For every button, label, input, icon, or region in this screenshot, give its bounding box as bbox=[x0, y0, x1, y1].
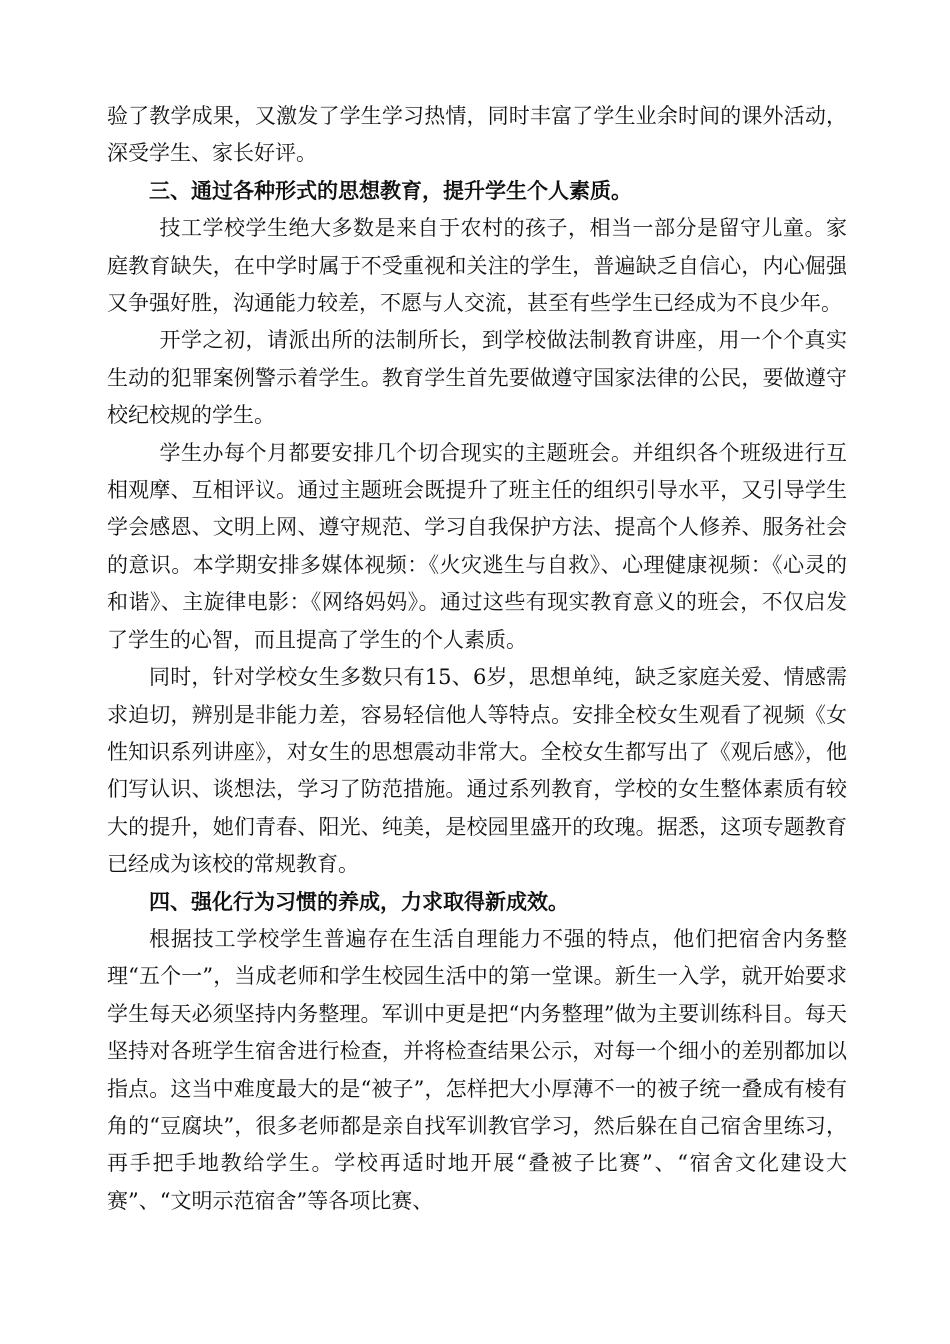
paragraph-student-background: 技工学校学生绝大多数是来自于农村的孩子，相当一部分是留守儿童。家庭教育缺失，在中学时属于不受重视和关注的学生，普遍缺乏自信心，内心倔强又争强好胜，沟通能力较差，不愿与人交流，甚至有些学生已经成为不良少年。 bbox=[107, 216, 847, 316]
section-heading-3: 三、通过各种形式的思想教育，提升学生个人素质。 bbox=[149, 178, 632, 203]
paragraph-theme-class-meetings: 学生办每个月都要安排几个切合现实的主题班会。并组织各个班级进行互相观摩、互相评议。通过主题班会既提升了班主任的组织引导水平，又引导学生学会感恩、文明上网、遵守规范、学习自我保护方法、提高个人修养、服务社会的意识。本学期安排多媒体视频：《火灾逃生与自救》、心理健康视频：《心灵的和谐》、主旋律电影：《网络妈妈》。通过这些有现实教育意义的班会，不仅启发了学生的心智，而且提高了学生的个人素质。 bbox=[107, 440, 847, 652]
section-heading-4: 四、强化行为习惯的养成，力求取得新成效。 bbox=[149, 889, 569, 914]
paragraph-legal-education: 开学之初，请派出所的法制所长，到学校做法制教育讲座，用一个个真实生动的犯罪案例警示着学生。教育学生首先要做遵守国家法律的公民，要做遵守校纪校规的学生。 bbox=[107, 328, 847, 428]
paragraph-dormitory-habits: 根据技工学校学生普遍存在生活自理能力不强的特点，他们把宿舍内务整理“五个一”，当成老师和学生校园生活中的第一堂课。新生一入学，就开始要求学生每天必须坚持内务整理。军训中更是把“内务整理”做为主要训练科目。每天坚持对各班学生宿舍进行检查，并将检查结果公示，对每一个细小的差别都加以指点。这当中难度最大的是“被子”，怎样把大小厚薄不一的被子统一叠成有棱有角的“豆腐块”，很多老师都是亲自找军训教官学习，然后躲在自己宿舍里练习，再手把手地教给学生。学校再适时地开展“叠被子比赛”、“宿舍文化建设大赛”、“文明示范宿舍”等各项比赛、 bbox=[107, 926, 847, 1213]
paragraph-female-students: 同时，针对学校女生多数只有15、6岁，思想单纯，缺乏家庭关爱、情感需求迫切，辨别是非能力差，容易轻信他人等特点。安排全校女生观看了视频《女性知识系列讲座》，对女生的思想震动非常大。全校女生都写出了《观后感》，他们写认识、谈想法，学习了防范措施。通过系列教育，学校的女生整体素质有较大的提升，她们青春、阳光、纯美，是校园里盛开的玫瑰。据悉，这项专题教育已经成为该校的常规教育。 bbox=[107, 665, 847, 877]
paragraph-continuation: 验了教学成果，又激发了学生学习热情，同时丰富了学生业余时间的课外活动，深受学生、家长好评。 bbox=[107, 104, 847, 166]
document-body bbox=[107, 98, 847, 1220]
